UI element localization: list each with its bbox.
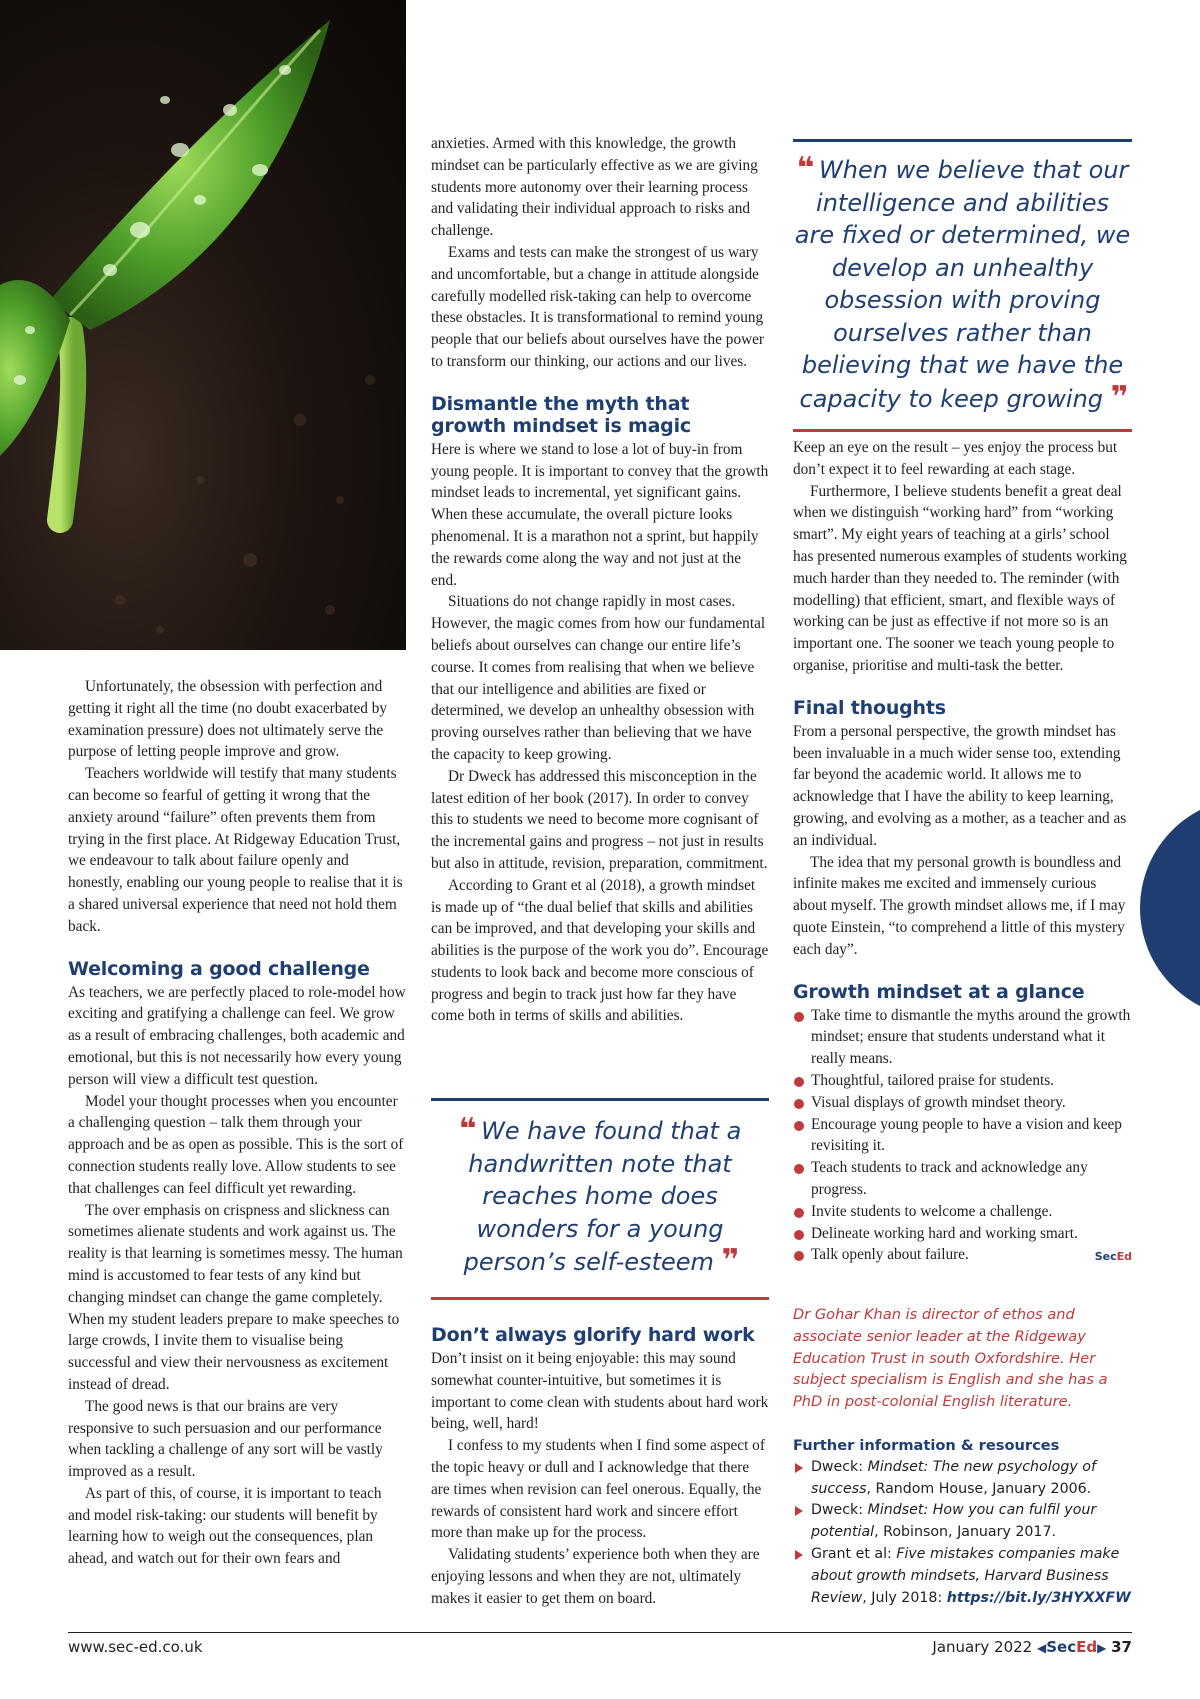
left-arrow-icon: ◀ <box>1037 1641 1047 1655</box>
paragraph: The idea that my personal growth is boundless and infinite makes me excited and immensely curious about myself. The growth mindset allows me, if I may quote Einstein, “to comprehend a little of this mystery each day”. <box>793 853 1126 958</box>
bullet-icon <box>794 1077 804 1087</box>
footer-rule <box>68 1632 1132 1633</box>
arrow-bullet-icon <box>795 1506 803 1516</box>
column-3 <box>793 437 1132 1266</box>
glance-list <box>793 1005 1132 1267</box>
heading-dismantle-myth: Dismantle the myth that growth mindset is magic <box>431 392 691 437</box>
paragraph: Model your thought processes when you encounter a challenging question – talk them through your approach and be as open as possible. This is the sort of connection students really love. Allow students to see that challenges can feel difficult yet rewarding. <box>68 1092 404 1197</box>
paragraph: Keep an eye on the result – yes enjoy the process but don’t expect it to feel rewarding at each stage. <box>793 439 1118 478</box>
footer-date: January 2022 <box>932 1638 1033 1656</box>
list-item: Talk openly about failure. SecEd <box>793 1244 1132 1266</box>
bullet-icon <box>794 1012 804 1022</box>
pull-quote-text: We have found that a handwritten note that reaches home does wonders for a young person’s self-esteem <box>463 1117 742 1276</box>
seedling-illustration <box>0 0 406 650</box>
footer-url[interactable]: www.sec-ed.co.uk <box>68 1638 203 1656</box>
further-information <box>793 1435 1132 1609</box>
right-arrow-icon: ▶ <box>1097 1641 1107 1655</box>
list-item: Delineate working hard and working smart. <box>793 1223 1132 1245</box>
footer-page-info <box>932 1638 1132 1656</box>
seced-end-mark: SecEd <box>1094 1250 1132 1264</box>
reference-item: Dweck: Mindset: How you can fulfil your potential, Robinson, January 2017. <box>793 1500 1132 1544</box>
heading-final-thoughts: Final thoughts <box>793 696 946 719</box>
paragraph: As teachers, we are perfectly placed to role-model how exciting and gratifying a challenge can feel. We grow as a result of embracing challenges, both academic and emotional, but this is not necessarily how every young person will view a difficult test question. <box>68 983 406 1088</box>
paragraph: The over emphasis on crispness and slickness can sometimes alienate students and work against us. The reality is that learning is sometimes messy. The human mind is accustomed to fear tests of any kind but changing mindset can change the game completely. When my student leaders prepare to make speeches to large crowds, I invite them to visualise being successful and view their nervousness as excitement instead of dread. <box>68 1201 403 1393</box>
further-info-heading: Further information & resources <box>793 1437 1060 1454</box>
pull-quote-text: When we believe that our intelligence and abilities are fixed or determined, we develop an unhealthy obsession with proving ourselves rather than believing that we have the capacity to keep growing <box>794 156 1131 413</box>
paragraph: Validating students’ experience both when they are enjoying lessons and when they are not, ultimately makes it easier to get them on board. <box>431 1546 760 1607</box>
heading-welcoming-challenge: Welcoming a good challenge <box>68 957 370 980</box>
column-2-lower <box>431 1324 769 1610</box>
list-item: Thoughtful, tailored praise for students. <box>793 1070 1132 1092</box>
footer-brand: SecEd <box>1046 1638 1098 1656</box>
bullet-icon <box>794 1230 804 1240</box>
column-1 <box>68 676 406 1570</box>
list-item: Take time to dismantle the myths around the growth mindset; ensure that students understand what it really means. <box>793 1005 1132 1070</box>
reference-item: Dweck: Mindset: The new psychology of success, Random House, January 2006. <box>793 1457 1132 1501</box>
decorative-blue-circle <box>1140 798 1200 1018</box>
bullet-icon <box>794 1099 804 1109</box>
list-item: Visual displays of growth mindset theory. <box>793 1092 1132 1114</box>
list-item: Teach students to track and acknowledge any progress. <box>793 1157 1132 1201</box>
heading-growth-mindset-glance: Growth mindset at a glance <box>793 980 1085 1003</box>
open-quote-icon: ❛❛ <box>796 151 812 186</box>
column-2 <box>431 133 769 1027</box>
seedling-photo <box>0 0 406 650</box>
pull-quote-fixed-abilities <box>793 139 1132 432</box>
paragraph: According to Grant et al (2018), a growth mindset is made up of “the dual belief that skills and abilities can be improved, and that developing your skills and abilities is the purpose of the work you do”. Encourage students to look back and become more conscious of progress and begin to track just how far they have come both in terms of skills and abilities. <box>431 876 769 1025</box>
heading-glorify-hard-work: Don’t always glorify hard work <box>431 1324 755 1346</box>
paragraph: The good news is that our brains are very responsive to such persuasion and our performance when tackling a challenge of any sort will be vastly improved as a result. <box>68 1397 383 1481</box>
quote-bottom-rule <box>793 429 1132 432</box>
author-bio: Dr Gohar Khan is director of ethos and associate senior leader at the Ridgeway Education Trust in south Oxfordshire. Her subject specialism is English and she has a PhD in post-colonial English literature. <box>793 1306 1108 1411</box>
quote-bottom-rule <box>431 1297 769 1300</box>
reference-list <box>793 1457 1132 1610</box>
paragraph: Exams and tests can make the strongest of us wary and uncomfortable, but a change in attitude alongside carefully modelled risk-taking can help to overcome these obstacles. It is transformational to remind young people that our beliefs about ourselves have the power to transform our thinking, our actions and our lives. <box>431 243 765 370</box>
paragraph: Teachers worldwide will testify that many students can become so fearful of getting it wrong that the anxiety around “failure” often prevents them from trying in the first place. At Ridgeway Education Trust, we endeavour to talk about failure openly and honestly, enabling our young people to realise that it is a shared universal experience that need not hold them back. <box>68 765 403 935</box>
arrow-bullet-icon <box>795 1463 803 1473</box>
list-item: Encourage young people to have a vision and keep revisiting it. <box>793 1114 1132 1158</box>
close-quote-icon: ❜❜ <box>721 1243 737 1278</box>
reference-item: Grant et al: Five mistakes companies make about growth mindsets, Harvard Business Review, July 2018: https://bit.ly/3HYXXFW <box>793 1544 1132 1609</box>
pull-quote-handwritten-note <box>431 1098 769 1300</box>
arrow-bullet-icon <box>795 1550 803 1560</box>
page-number: 37 <box>1111 1638 1132 1656</box>
paragraph: Unfortunately, the obsession with perfection and getting it right all the time (no doubt exacerbated by examination pressure) does not ultimately serve the purpose of letting people improve and grow. <box>68 678 388 761</box>
paragraph: Here is where we stand to lose a lot of buy-in from young people. It is important to convey that the growth mindset leads to incremental, yet significant gains. When these accumulate, the overall picture looks phenomenal. It is a marathon not a sprint, but happily the rewards come along the way and not just at the end. <box>431 440 769 589</box>
paragraph: Dr Dweck has addressed this misconception in the latest edition of her book (2017). In order to convey this to students we need to become more cognisant of the incremental gains and progress – not just in results but also in attitude, revision, preparation, commitment. <box>431 767 768 872</box>
paragraph: As part of this, of course, it is important to teach and model risk-taking: our students will benefit by learning how to weigh out the consequences, plan ahead, and watch out for their own fears and <box>68 1484 382 1568</box>
paragraph: I confess to my students when I find some aspect of the topic heavy or dull and I acknowledge that there are times when revision can feel onerous. Equally, the rewards of consistent hard work and sincere effort more than make up for the process. <box>431 1437 765 1542</box>
paragraph: anxieties. Armed with this knowledge, the growth mindset can be particularly effective as we are giving students more autonomy over their learning process and validating their individual approach to risks and challenge. <box>431 135 758 240</box>
paragraph: Situations do not change rapidly in most cases. However, the magic comes from how our fundamental beliefs about ourselves can change our entire life’s course. It comes from realising that when we believe that our intelligence and abilities are fixed or determined, we develop an unhealthy obsession with proving ourselves rather than believing that we have the capacity to keep growing. <box>431 593 766 763</box>
paragraph: Furthermore, I believe students benefit a great deal when we distinguish “working hard” from “working smart”. My eight years of teaching at a girls’ school has presented numerous examples of students working much harder than they needed to. The reminder (with modelling) that efficient, smart, and flexible ways of working can be just as effective if not more so is an important one. The sooner we teach young people to organise, prioritise and multi-task the better. <box>793 482 1127 674</box>
bullet-icon <box>794 1164 804 1174</box>
bullet-icon <box>794 1121 804 1131</box>
reference-link[interactable]: https://bit.ly/3HYXXFW <box>946 1589 1131 1606</box>
paragraph: Don’t insist on it being enjoyable: this may sound somewhat counter-intuitive, but sometimes it is important to come clean with students about hard work being, well, hard! <box>431 1350 769 1433</box>
close-quote-icon: ❜❜ <box>1110 379 1126 415</box>
list-item: Invite students to welcome a challenge. <box>793 1201 1132 1223</box>
bullet-icon <box>794 1208 804 1218</box>
bullet-icon <box>794 1251 804 1261</box>
open-quote-icon: ❛❛ <box>458 1112 474 1147</box>
paragraph: From a personal perspective, the growth mindset has been invaluable in a much wider sense too, extending far beyond the academic world. It allows me to acknowledge that I have the ability to keep learning, growing, and evolving as a mother, as a teacher and as an individual. <box>793 722 1127 849</box>
